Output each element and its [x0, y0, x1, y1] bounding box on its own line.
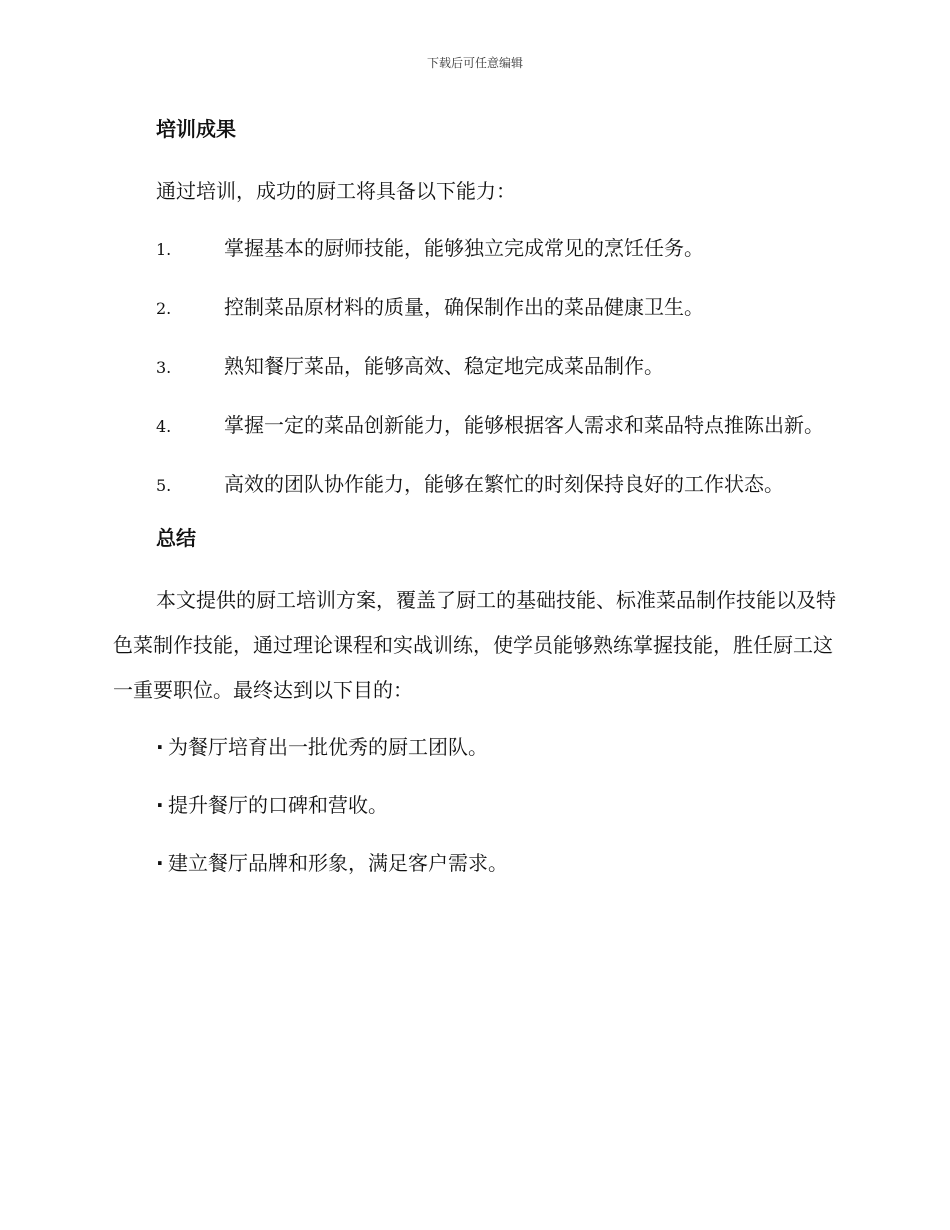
bullet-text: 为餐厅培育出一批优秀的厨工团队。 — [168, 735, 488, 759]
list-item-text: 掌握基本的厨师技能，能够独立完成常见的烹饪任务。 — [224, 236, 704, 260]
summary-paragraph: 本文提供的厨工培训方案，覆盖了厨工的基础技能、标准菜品制作技能以及特色菜制作技能，通过理论课程和实战训练，使学员能够熟练掌握技能，胜任厨工这一重要职位。最终达到以下目的： — [113, 588, 836, 702]
bullet-item — [113, 783, 837, 828]
list-item — [113, 344, 837, 390]
bullet-item — [113, 841, 837, 886]
document-content — [113, 112, 837, 899]
list-item-text: 掌握一定的菜品创新能力，能够根据客人需求和菜品特点推陈出新。 — [224, 413, 824, 437]
header-note: 下载后可任意编辑 — [426, 56, 523, 70]
list-item — [113, 226, 837, 272]
list-item — [113, 285, 837, 331]
list-item-text: 熟知餐厅菜品，能够高效、稳定地完成菜品制作。 — [224, 354, 664, 378]
bullet-text: 建立餐厅品牌和形象，满足客户需求。 — [168, 851, 508, 875]
section-heading-training-results: 培训成果 — [156, 117, 236, 141]
bullet-item — [113, 725, 837, 770]
list-item-text: 控制菜品原材料的质量，确保制作出的菜品健康卫生。 — [224, 295, 704, 319]
list-item-number: 5. — [156, 476, 172, 495]
list-item-number: 2. — [156, 299, 172, 318]
list-item-number: 4. — [156, 417, 172, 436]
intro-paragraph: 通过培训，成功的厨工将具备以下能力： — [156, 179, 516, 203]
list-item-number: 3. — [156, 358, 172, 377]
list-item-number: 1. — [156, 240, 172, 259]
list-item — [113, 462, 837, 508]
bullet-text: 提升餐厅的口碑和营收。 — [168, 793, 388, 817]
section-heading-summary: 总结 — [156, 526, 196, 550]
bullet-dot-icon: · — [156, 735, 164, 759]
list-item-text: 高效的团队协作能力，能够在繁忙的时刻保持良好的工作状态。 — [224, 472, 784, 496]
bullet-dot-icon: · — [156, 851, 164, 875]
bullet-dot-icon: · — [156, 793, 164, 817]
list-item — [113, 403, 837, 449]
